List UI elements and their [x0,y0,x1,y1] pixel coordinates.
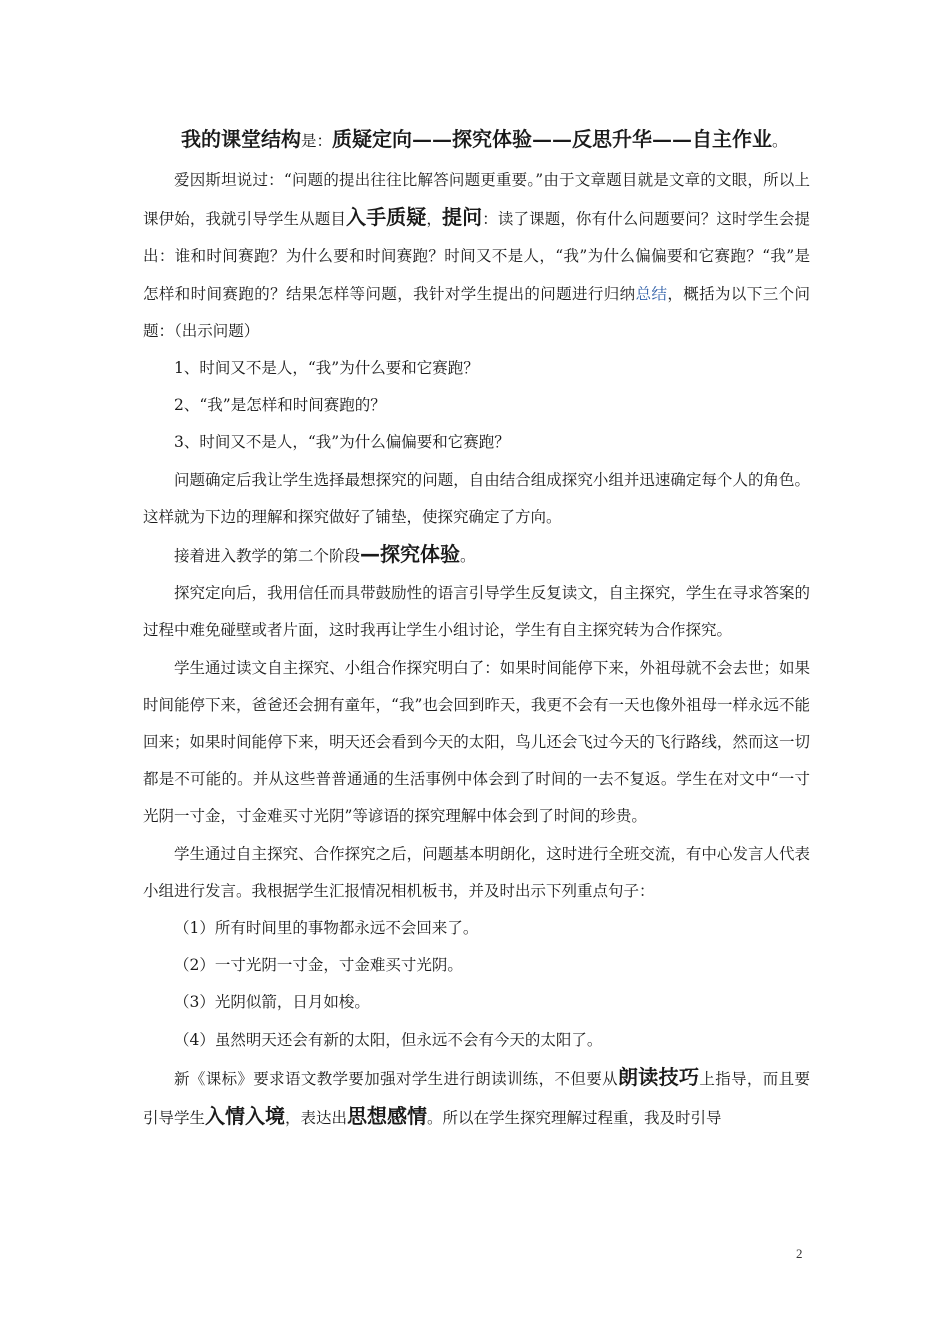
question-item: 1、时间又不是人，“我”为什么要和它赛跑？ [174,359,479,378]
paragraph-grouping: 问题确定后我让学生选择最想探究的问题，自由结合组成探究小组并迅速确定每个人的角色。这样就为下边的理解和探究做好了铺垫，使探究确定了方向。 [143,470,810,526]
para3-period: 。 [460,547,476,566]
page-number: 2 [796,1246,803,1261]
emphasis-immersion: 入情入境 [205,1104,286,1129]
heading-connector: 是： [301,132,333,150]
paragraph-stage-two [143,536,810,575]
para7-text-4: 。所以在学生探究理解过程重，我及时引导 [427,1109,722,1128]
para7-text-3: ，表达出 [285,1109,348,1128]
paragraph-sharing: 学生通过自主探究、合作探究之后，问题基本明朗化，这时进行全班交流，有中心发言人代表小组进行发言。我根据学生汇报情况相机板书，并及时出示下列重点句子： [143,844,810,900]
key-sentence: （4）虽然明天还会有新的太阳，但永远不会有今天的太阳了。 [174,1030,603,1049]
emphasis-exploration: —探究体验 [360,542,461,567]
para1-text-3: ，概括为以下三个问题：（出示问题） [143,284,810,340]
para1-text-1: 爱因斯坦说过：“问题的提出往往比解答问题更重要。”由于文章题目就是文章的文眼，所以上课伊始，我就引导学生从题目 [143,171,810,229]
emphasis-questioning: 入手质疑 [345,205,427,230]
summary-link[interactable]: 总结 [635,284,668,303]
paragraph-exploration: 探究定向后，我用信任而具带鼓励性的语言引导学生反复读文，自主探究，学生在寻求答案的过程中难免碰壁或者片面，这时我再让学生小组讨论，学生有自主探究转为合作探究。 [143,584,810,640]
paragraph-reading [143,1059,810,1137]
heading-lead: 我的课堂结构 [181,127,301,151]
page-body [143,120,810,1137]
emphasis-emotion: 思想感情 [347,1104,428,1129]
paragraph-findings: 学生通过读文自主探究、小组合作探究明白了：如果时间能停下来，外祖母就不会去世；如果时间能停下来，爸爸还会拥有童年，“我”也会回到昨天，我更不会有一天也像外祖母一样永远不能回来；如果时间能停下来，明天还会看到今天的太阳，鸟儿还会飞过今天的飞行路线，然而这一切都是不可能的。并从这些普普通通的生活事例中体会到了时间的一去不复返。学生在对文中“一寸光阴一寸金，寸金难买寸光阴”等谚语的探究理解中体会到了时间的珍贵。 [143,658,810,826]
emphasis-asking: 提问 [442,205,483,230]
key-sentence: （1）所有时间里的事物都永远不会回来了。 [174,919,479,938]
paragraph-questioning [143,162,810,350]
question-item: 2、“我”是怎样和时间赛跑的？ [174,396,386,415]
para7-text-1: 新《课标》要求语文教学要加强对学生进行朗读训练，不但要从 [174,1069,618,1088]
key-sentence: （3）光阴似箭，日月如梭。 [174,993,370,1012]
question-item: 3、时间又不是人，“我”为什么偏偏要和它赛跑？ [174,433,510,452]
section-heading [143,120,810,160]
heading-period: 。 [772,132,788,150]
emphasis-reading-skills: 朗读技巧 [617,1064,700,1089]
para1-comma: ， [426,210,443,229]
para7-text-2: 上指导，而且要引导学生 [143,1069,810,1128]
para3-text: 接着进入教学的第二个阶段 [174,547,361,566]
key-sentence: （2）一寸光阴一寸金，寸金难买寸光阴。 [174,956,463,975]
para1-text-2: ：读了课题，你有什么问题要问？这时学生会提出：谁和时间赛跑？为什么要和时间赛跑？时间又不是人，“我”为什么偏偏要和它赛跑？“我”是怎样和时间赛跑的？结果怎样等问题，我针对学生提出的问题进行归纳 [143,210,810,303]
heading-structure: 质疑定向——探究体验——反思升华——自主作业 [332,127,773,151]
